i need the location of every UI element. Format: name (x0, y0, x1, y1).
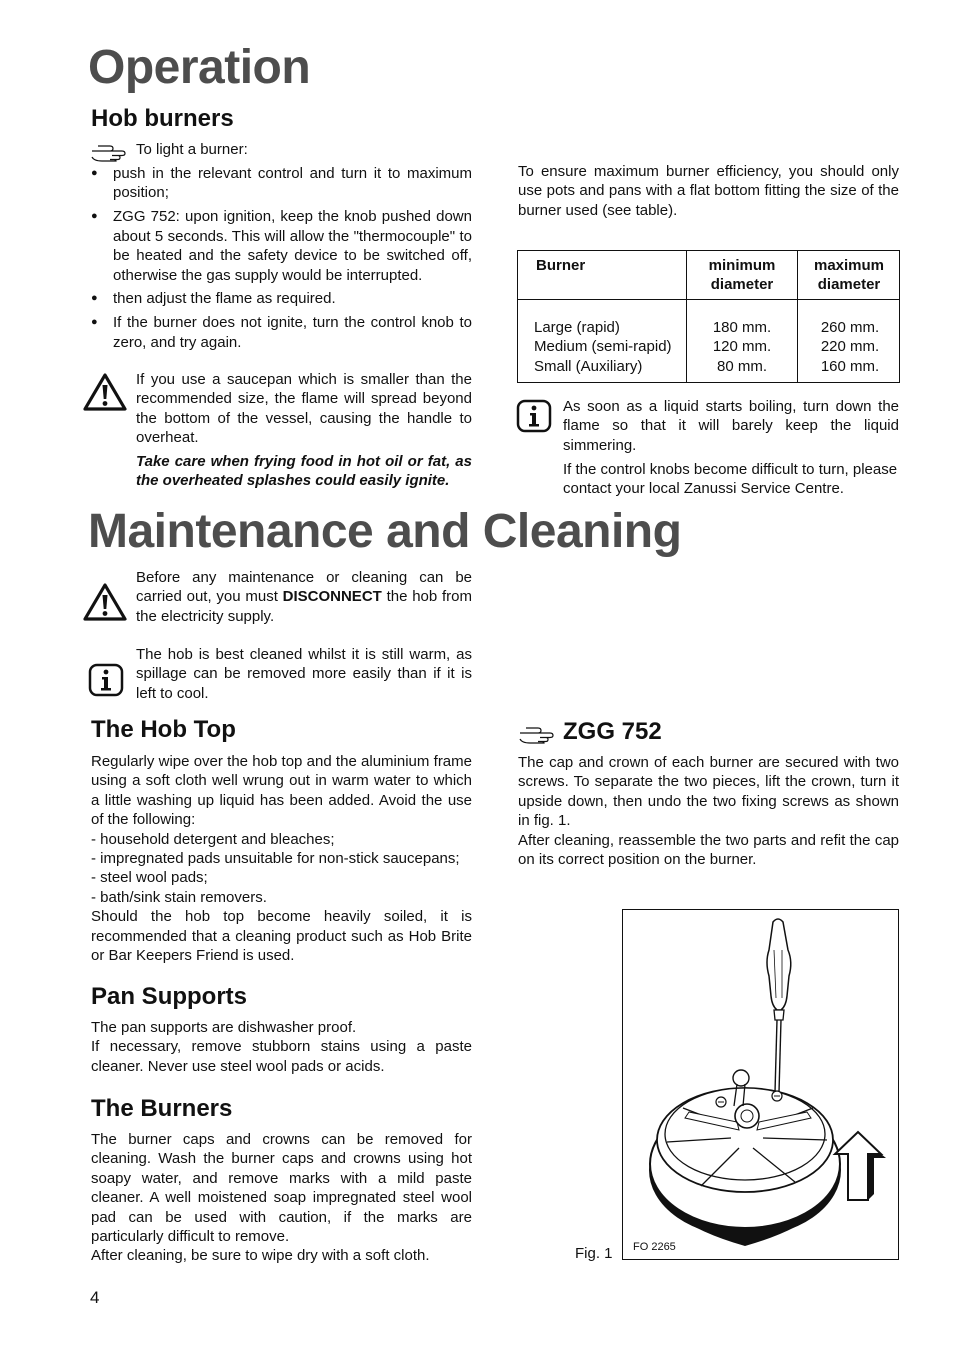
pan-supports-section (91, 1018, 472, 1076)
table-column-rule (797, 251, 798, 382)
table-cell: 260 mm. (820, 319, 880, 336)
info-icon (88, 663, 124, 697)
list-item: - impregnated pads unsuitable for non-stick saucepans; (91, 850, 460, 868)
burners-section (91, 1130, 472, 1266)
warm-cleaning-info-text: The hob is best cleaned whilst it is still warm, as spillage can be removed more easily than if it is left to cool. (136, 646, 472, 702)
figure-code: FO 2265 (633, 1241, 676, 1253)
to-light-burner-text: To light a burner: (136, 141, 248, 158)
list-item: ● then adjust the flame as required. (91, 289, 472, 308)
table-divider (518, 299, 899, 300)
list-item: - household detergent and bleaches; (91, 830, 335, 848)
list-item: ● If the burner does not ignite, turn the control knob to zero, and try again. (91, 313, 472, 352)
table-cell: 160 mm. (820, 357, 880, 375)
burners-text: The burner caps and crowns can be removed for cleaning. Wash the burner caps and crowns using hot soapy water, and remove marks with a mild paste cleaner. A well moistened soap impregnated steel wool pad can be used with caution, if the marks are particularly difficult to remove. (91, 1131, 472, 1246)
list-item: ● push in the relevant control and turn it to maximum position; (91, 164, 472, 203)
table-header-burner: Burner (536, 257, 586, 274)
lighting-steps-list (91, 164, 472, 357)
disconnect-warning-text (136, 568, 472, 626)
pan-supports-text: If necessary, remove stubborn stains using a paste cleaner. Never use steel wool pads or acids. (91, 1038, 472, 1075)
hob-top-paragraph: Regularly wipe over the hob top and the aluminium frame using a soft cloth well wrung out in warm water to which a little washing up liquid has been added. Avoid the use of the following: (91, 753, 472, 829)
list-item: ● ZGG 752: upon ignition, keep the knob pushed down about 5 seconds. This will allow the "thermocouple" to be heated and the safety device to be switched off, otherwise the gas supply would be interrupted. (91, 207, 472, 285)
efficiency-text: To ensure maximum burner efficiency, you should only use pots and pans with a flat bottom fitting the size of the burner used (see table). (518, 163, 899, 219)
table-row (688, 318, 796, 376)
figure-caption: Fig. 1 (575, 1245, 613, 1262)
warning-text: the hob from the electricity supply. (136, 588, 472, 625)
table-header-minimum: minimum diameter (708, 257, 776, 294)
info-icon (516, 399, 552, 433)
saucepan-warning-text: If you use a saucepan which is smaller than the recommended size, the flame will spread beyond the bottom of the vessel, causing the handle to overheat. (136, 371, 472, 447)
list-item: - bath/sink stain removers. (91, 888, 267, 906)
figure-burner-disassembly (622, 909, 899, 1260)
heading-pan-supports: Pan Supports (91, 983, 248, 1010)
table-cell: 80 mm. (716, 357, 767, 375)
frying-warning-text: Take care when frying food in hot oil or fat, as the overheated splashes could easily ignite. (136, 453, 472, 490)
table-cell: Large (rapid) (534, 319, 620, 336)
table-cell: 180 mm. (712, 319, 772, 336)
page-title-operation: Operation (88, 41, 311, 94)
pan-supports-text: The pan supports are dishwasher proof. (91, 1019, 357, 1036)
heading-burners: The Burners (91, 1095, 233, 1122)
heading-zgg-752: ZGG 752 (563, 718, 662, 745)
pointing-hand-icon (518, 724, 556, 744)
boiling-info-text: As soon as a liquid starts boiling, turn down the flame so that it will barely keep the liquid simmering. (563, 398, 899, 454)
hob-top-paragraph: Should the hob top become heavily soiled, it is recommended that a cleaning product such as Hob Brite or Bar Keepers Friend is used. (91, 908, 472, 965)
heading-hob-burners: Hob burners (91, 105, 234, 132)
table-cell: 120 mm. (712, 338, 772, 356)
table-header-maximum: maximum diameter (813, 257, 885, 294)
page-number: 4 (90, 1288, 100, 1307)
burner-size-table (517, 250, 900, 383)
table-cell: Medium (semi-rapid) (534, 338, 672, 356)
page-title-maintenance: Maintenance and Cleaning (88, 505, 682, 558)
list-item: - steel wool pads; (91, 869, 208, 887)
table-cell: 220 mm. (820, 338, 880, 356)
table-cell: Small (Auxiliary) (534, 357, 643, 375)
hob-top-section (91, 752, 472, 965)
burners-text: After cleaning, be sure to wipe dry with a soft cloth. (91, 1247, 430, 1265)
warning-triangle-icon (82, 372, 128, 412)
table-row (534, 318, 672, 376)
zgg-section (518, 753, 899, 869)
disconnect-emphasis: DISCONNECT (282, 588, 382, 606)
table-row (799, 318, 901, 376)
warning-triangle-icon (82, 582, 128, 622)
table-column-rule (686, 251, 687, 382)
service-centre-text: If the control knobs become difficult to turn, please contact your local Zanussi Service Centre. (563, 461, 898, 498)
pointing-hand-icon (90, 142, 128, 162)
zgg-text: After cleaning, reassemble the two parts and refit the cap on its correct position on the burner. (518, 831, 899, 869)
zgg-text: The cap and crown of each burner are secured with two screws. To separate the two pieces, lift the crown, turn it upside down, then undo the two fixing screws as shown in fig. 1. (518, 754, 899, 830)
heading-hob-top: The Hob Top (91, 716, 236, 743)
warning-text: Before any maintenance or cleaning can be carried out, you must (136, 569, 472, 606)
burner-screwdriver-illustration (623, 910, 897, 1258)
